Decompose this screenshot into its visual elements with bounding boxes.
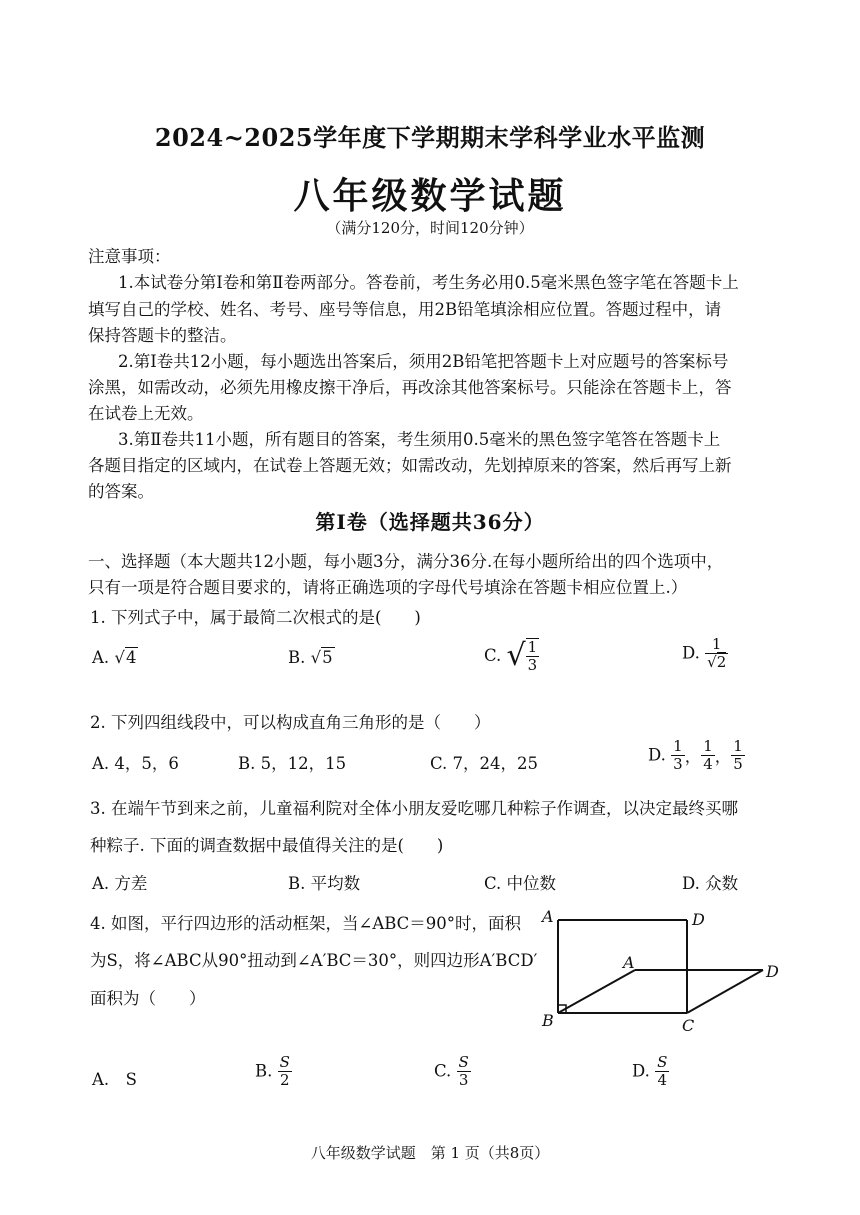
exam-header: 2024~2025学年度下学期期末学科学业水平监测 — [154, 123, 706, 152]
q3-option-d: D. 众数 — [682, 874, 739, 893]
q3-option-a: A. 方差 — [92, 874, 148, 893]
q2-option-a: A. 4，5，6 — [92, 754, 179, 773]
label-c: C — [682, 1016, 695, 1035]
q1-option-d: D. $\frac{1}{√2}$ — [682, 635, 727, 671]
question-4-stem: 4. 如图，平行四边形的活动框架，当∠ABC＝90°时，面积 — [90, 914, 522, 933]
note-line: 在试卷上无效。 — [88, 404, 204, 423]
q1-option-c: C. √ $\frac{1}{3}$ — [484, 638, 538, 674]
parallelogram-figure — [530, 900, 800, 1040]
q3-option-c: C. 中位数 — [484, 874, 557, 893]
q1-option-a: A. √4 — [92, 648, 137, 667]
note-line: 2.第Ⅰ卷共12小题，每小题选出答案后，须用2B铅笔把答题卡上对应题号的答案标号 — [118, 352, 729, 371]
q4-option-b: B. $\frac{S}{2}$ — [255, 1053, 290, 1089]
section-intro: 只有一项是符合题目要求的，请将正确选项的字母代号填涂在答题卡相应位置上.） — [88, 578, 688, 597]
note-line: 1.本试卷分第Ⅰ卷和第Ⅱ卷两部分。答卷前，考生务必用0.5毫米黑色签字笔在答题卡上 — [118, 273, 739, 292]
segment-ba-prime — [558, 970, 635, 1013]
q4-option-a: A. S — [92, 1070, 137, 1089]
exam-subtitle: （满分120分，时间120分钟） — [326, 219, 534, 237]
label-a: A — [542, 907, 554, 926]
q2-option-c: C. 7，24，25 — [430, 754, 539, 773]
note-line: 各题目指定的区域内，在试卷上答题无效；如需改动，先划掉原来的答案，然后再写上新 — [88, 456, 732, 475]
section-title: 第Ⅰ卷（选择题共36分） — [315, 510, 545, 534]
q2-option-d: D. $\frac{1}{3}$ ， $\frac{1}{4}$ ， $\frac{1}{5}$ — [648, 737, 743, 773]
question-2-stem: 2. 下列四组线段中，可以构成直角三角形的是（ ） — [90, 713, 491, 732]
question-1-stem: 1. 下列式子中，属于最简二次根式的是( ) — [90, 608, 421, 627]
note-line: 涂黑，如需改动，必须先用橡皮擦干净后，再改涂其他答案标号。只能涂在答题卡上，答 — [88, 378, 732, 397]
exam-title: 八年级数学试题 — [293, 175, 567, 217]
question-3-stem: 种粽子. 下面的调查数据中最值得关注的是( ) — [90, 836, 444, 855]
note-line: 填写自己的学校、姓名、考号、座号等信息，用2B铅笔填涂相应位置。答题过程中，请 — [88, 300, 722, 319]
label-d-prime: D — [766, 962, 779, 981]
page-footer: 八年级数学试题 第 1 页（共8页） — [310, 1144, 550, 1162]
q4-option-c: C. $\frac{S}{3}$ — [434, 1053, 469, 1089]
question-4-stem: 面积为（ ） — [90, 989, 206, 1008]
label-b: B — [542, 1011, 554, 1030]
label-d: D — [692, 910, 705, 929]
label-a-prime: A — [623, 953, 635, 972]
note-line: 3.第Ⅱ卷共11小题，所有题目的答案，考生须用0.5毫米的黑色签字笔答在答题卡上 — [118, 430, 721, 449]
q3-option-b: B. 平均数 — [288, 874, 361, 893]
notes-label: 注意事项： — [88, 247, 171, 266]
q1-option-b: B. √5 — [288, 648, 333, 667]
section-intro: 一、选择题（本大题共12小题，每小题3分，满分36分.在每小题所给出的四个选项中， — [88, 552, 724, 571]
q4-option-d: D. $\frac{S}{4}$ — [632, 1053, 668, 1089]
segment-cd-prime — [687, 970, 763, 1013]
question-4-stem: 为S，将∠ABC从90°扭动到∠A′BC＝30°，则四边形A′BCD′ — [90, 951, 538, 970]
q2-option-b: B. 5，12，15 — [238, 754, 347, 773]
note-line: 的答案。 — [88, 482, 154, 501]
question-3-stem: 3. 在端午节到来之前，儿童福利院对全体小朋友爱吃哪几种粽子作调查，以决定最终买哪 — [90, 799, 738, 818]
note-line: 保持答题卡的整洁。 — [88, 326, 237, 345]
